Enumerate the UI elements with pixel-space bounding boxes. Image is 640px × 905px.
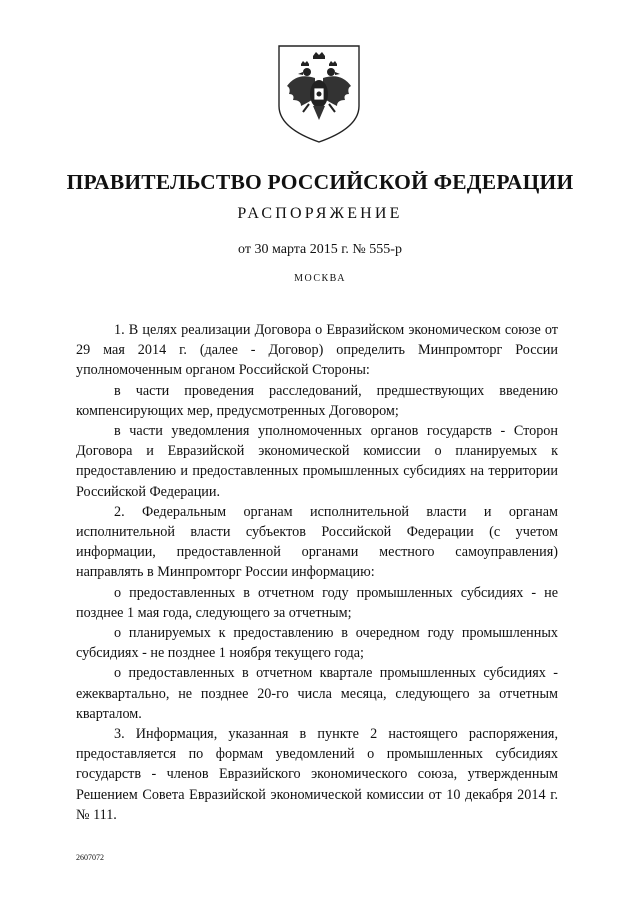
paragraph: 1. В целях реализации Договора о Евразийском экономическом союзе от 29 мая 2014 г. (далее - Договор) определить Минпромторг России уполномоченным органом Российской Стороны: xyxy=(76,322,558,379)
paragraph: о предоставленных в отчетном году промышленных субсидиях - не позднее 1 мая года, следующего за отчетным; xyxy=(76,584,558,621)
paragraph: о предоставленных в отчетном квартале промышленных субсидиях - ежеквартально, не позднее 20-го числа месяца, следующего за отчетным кварталом. xyxy=(76,665,558,722)
coat-of-arms-emblem xyxy=(275,44,363,144)
paragraph: 2. Федеральным органам исполнительной власти и органам исполнительной власти субъектов Российской Федерации (с учетом информации, предоставленной органами местного самоуправления) направлять в Минпромторг России информацию: xyxy=(76,503,558,581)
paragraph: в части уведомления уполномоченных органов государств - Сторон Договора и Евразийской экономической комиссии о планируемых к предоставлению и предоставленных промышленных субсидиях на территории Российской Федерации. xyxy=(76,423,558,500)
document-body xyxy=(76,320,558,825)
double-headed-eagle-icon xyxy=(275,44,363,144)
organization-title: ПРАВИТЕЛЬСТВО РОССИЙСКОЙ ФЕДЕРАЦИИ xyxy=(66,170,574,194)
document-city: МОСКВА xyxy=(294,273,346,284)
paragraph: о планируемых к предоставлению в очередном году промышленных субсидиях - не позднее 1 ноября текущего года; xyxy=(76,625,558,662)
document-date-number: от 30 марта 2015 г. № 555-р xyxy=(238,242,402,257)
document-code: 2607072 xyxy=(76,853,104,862)
document-type: РАСПОРЯЖЕНИЕ xyxy=(237,205,403,222)
paragraph: в части проведения расследований, предшествующих введению компенсирующих мер, предусмотренных Договором; xyxy=(76,382,558,419)
paragraph: 3. Информация, указанная в пункте 2 настоящего распоряжения, предоставляется по формам уведомлений о промышленных субсидиях государств - членов Евразийского экономического союза, утвержденным Решением Совета Евразийской экономической комиссии от 10 декабря 2014 г. № 111. xyxy=(76,726,558,823)
